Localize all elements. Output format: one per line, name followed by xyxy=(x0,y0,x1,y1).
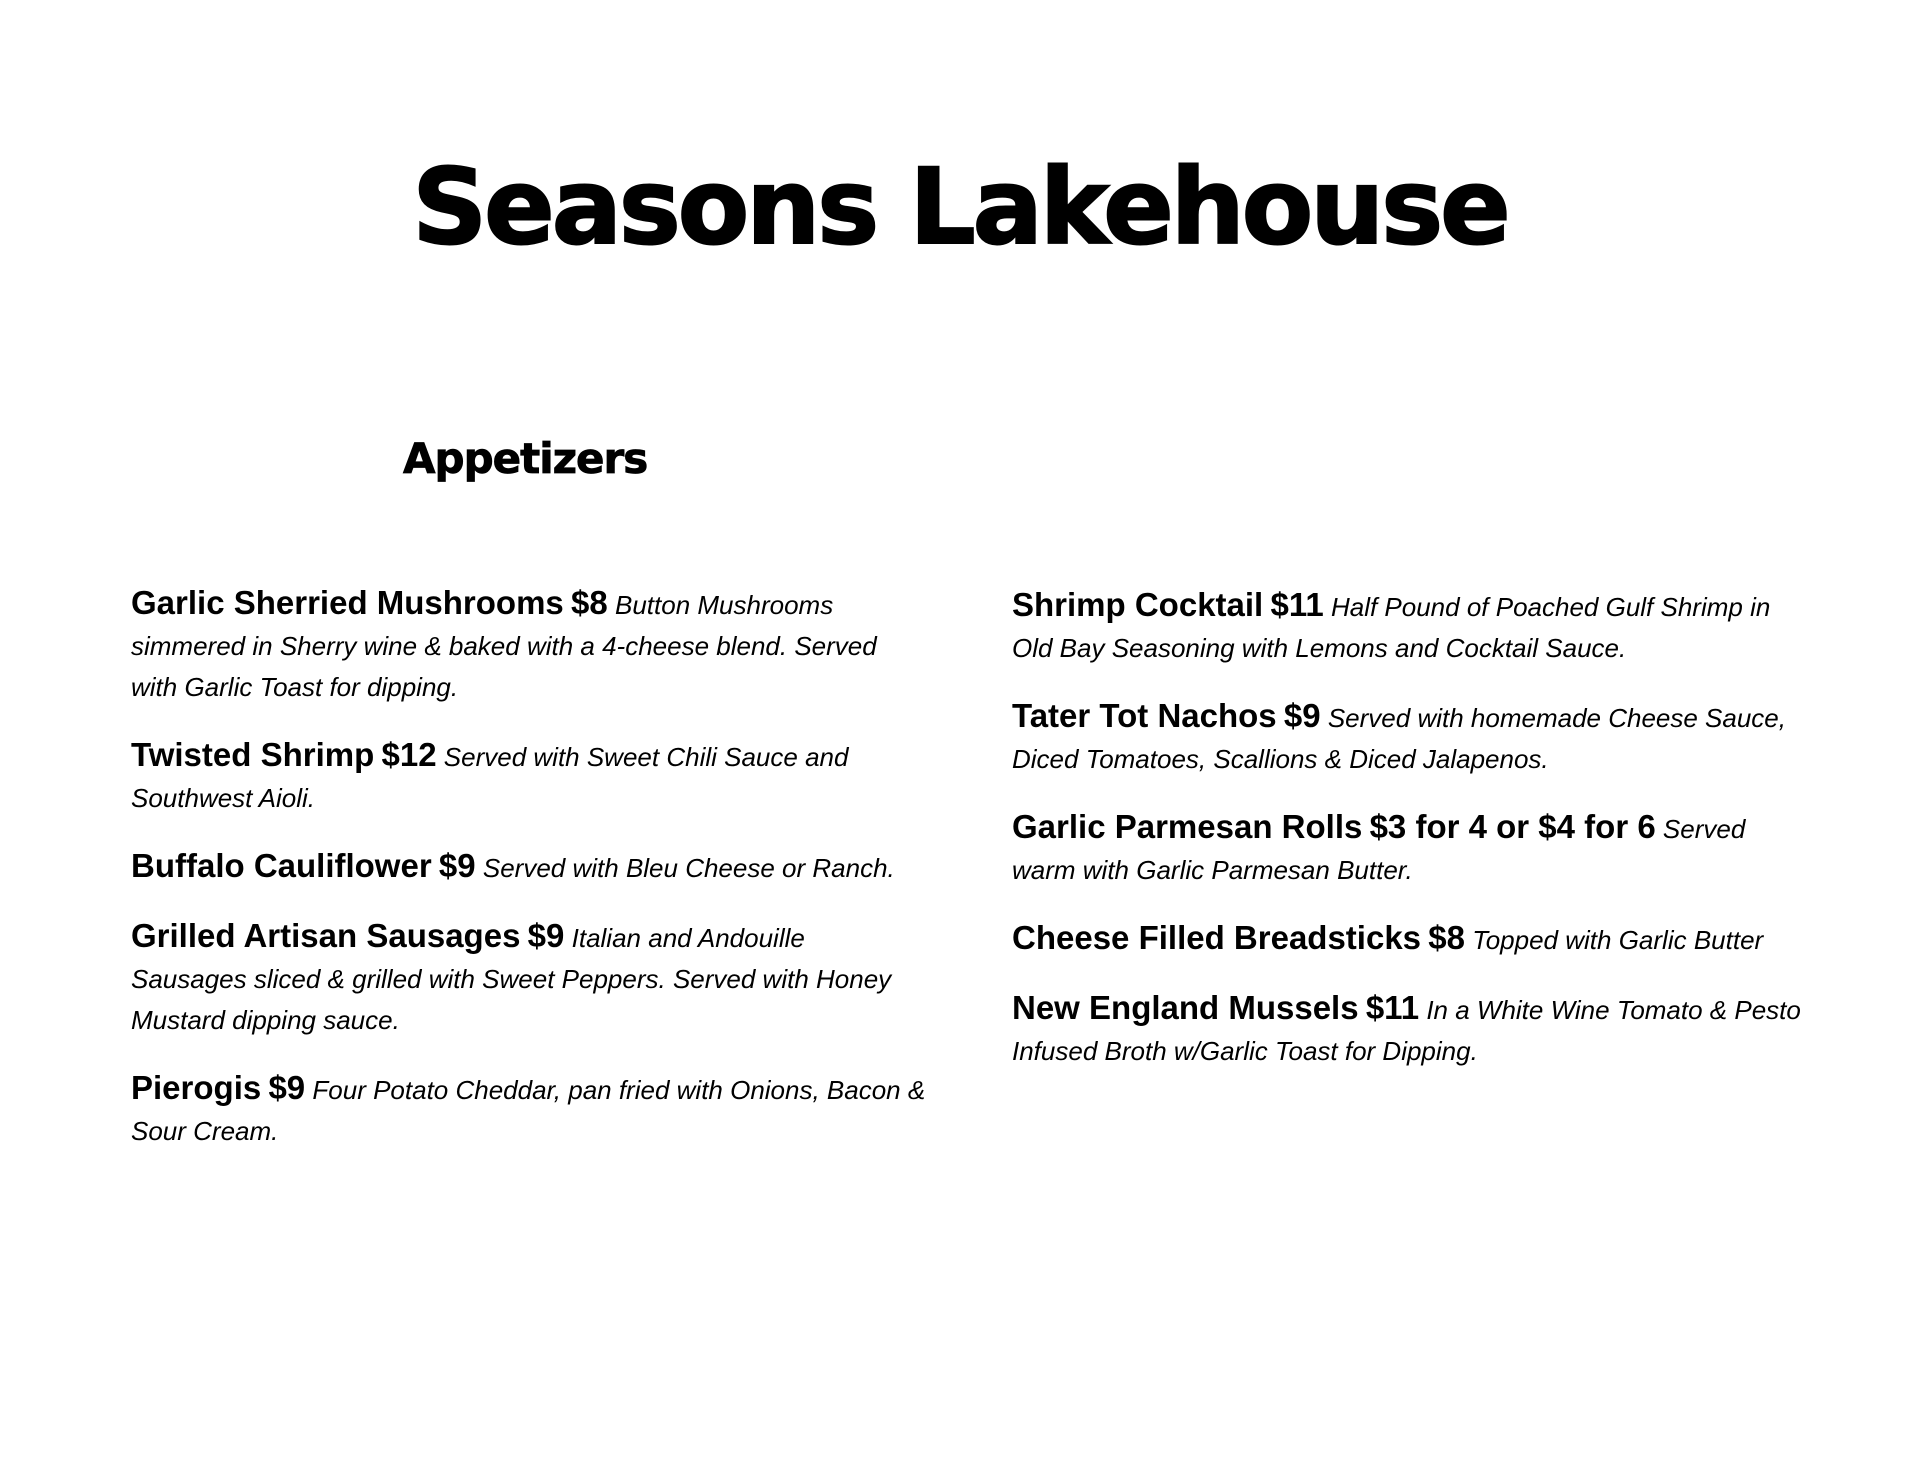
item-description: Served with Sweet Chili Sauce and Southwest Aioli. xyxy=(131,742,849,813)
item-description: Half Pound of Poached Gulf Shrimp in Old Bay Seasoning with Lemons and Cocktail Sauce. xyxy=(1012,592,1771,663)
item-price: $9 xyxy=(268,1069,306,1106)
item-name: Tater Tot Nachos xyxy=(1012,697,1277,734)
menu-item xyxy=(1012,695,1807,780)
item-description: Italian and Andouille Sausages sliced & grilled with Sweet Peppers. Served with Honey Mustard dipping sauce. xyxy=(131,923,892,1035)
item-description: Topped with Garlic Butter xyxy=(1472,925,1764,955)
item-name: Garlic Parmesan Rolls xyxy=(1012,808,1363,845)
item-description: Button Mushrooms simmered in Sherry wine & baked with a 4-cheese blend. Served with Garlic Toast for dipping. xyxy=(131,590,877,702)
menu-item xyxy=(1012,584,1807,669)
item-name: Grilled Artisan Sausages xyxy=(131,917,521,954)
menu-item xyxy=(1012,917,1807,961)
menu-item xyxy=(1012,987,1807,1072)
menu-item xyxy=(131,734,926,819)
item-description: In a White Wine Tomato & Pesto Infused Broth w/Garlic Toast for Dipping. xyxy=(1012,995,1801,1066)
item-name: New England Mussels xyxy=(1012,989,1359,1026)
item-name: Buffalo Cauliflower xyxy=(131,847,432,884)
item-price: $11 xyxy=(1270,586,1324,623)
item-price: $9 xyxy=(527,917,565,954)
item-name: Shrimp Cocktail xyxy=(1012,586,1264,623)
item-price: $9 xyxy=(1283,697,1321,734)
item-description: Four Potato Cheddar, pan fried with Onions, Bacon & Sour Cream. xyxy=(131,1075,926,1146)
item-name: Cheese Filled Breadsticks xyxy=(1012,919,1422,956)
item-price: $8 xyxy=(571,584,608,621)
section-title-appetizers: Appetizers xyxy=(403,434,648,483)
menu-column-left xyxy=(131,582,926,1178)
item-description: Served with homemade Cheese Sauce, Diced Tomatoes, Scallions & Diced Jalapenos. xyxy=(1012,703,1786,774)
item-description: Served with Bleu Cheese or Ranch. xyxy=(482,853,895,883)
item-price: $8 xyxy=(1428,919,1465,956)
item-price: $3 for 4 or $4 for 6 xyxy=(1369,808,1656,845)
menu-item xyxy=(131,845,926,889)
menu-item xyxy=(131,582,926,708)
item-price: $12 xyxy=(381,736,437,773)
item-name: Pierogis xyxy=(131,1069,262,1106)
item-description: Served warm with Garlic Parmesan Butter. xyxy=(1012,814,1746,885)
item-price: $9 xyxy=(438,847,476,884)
menu-item xyxy=(1012,806,1807,891)
menu-item xyxy=(131,915,926,1041)
restaurant-title: Seasons Lakehouse xyxy=(412,146,1508,268)
item-name: Twisted Shrimp xyxy=(131,736,375,773)
menu-column-right xyxy=(1012,584,1807,1098)
item-name: Garlic Sherried Mushrooms xyxy=(131,584,564,621)
menu-item xyxy=(131,1067,926,1152)
item-price: $11 xyxy=(1365,989,1420,1026)
